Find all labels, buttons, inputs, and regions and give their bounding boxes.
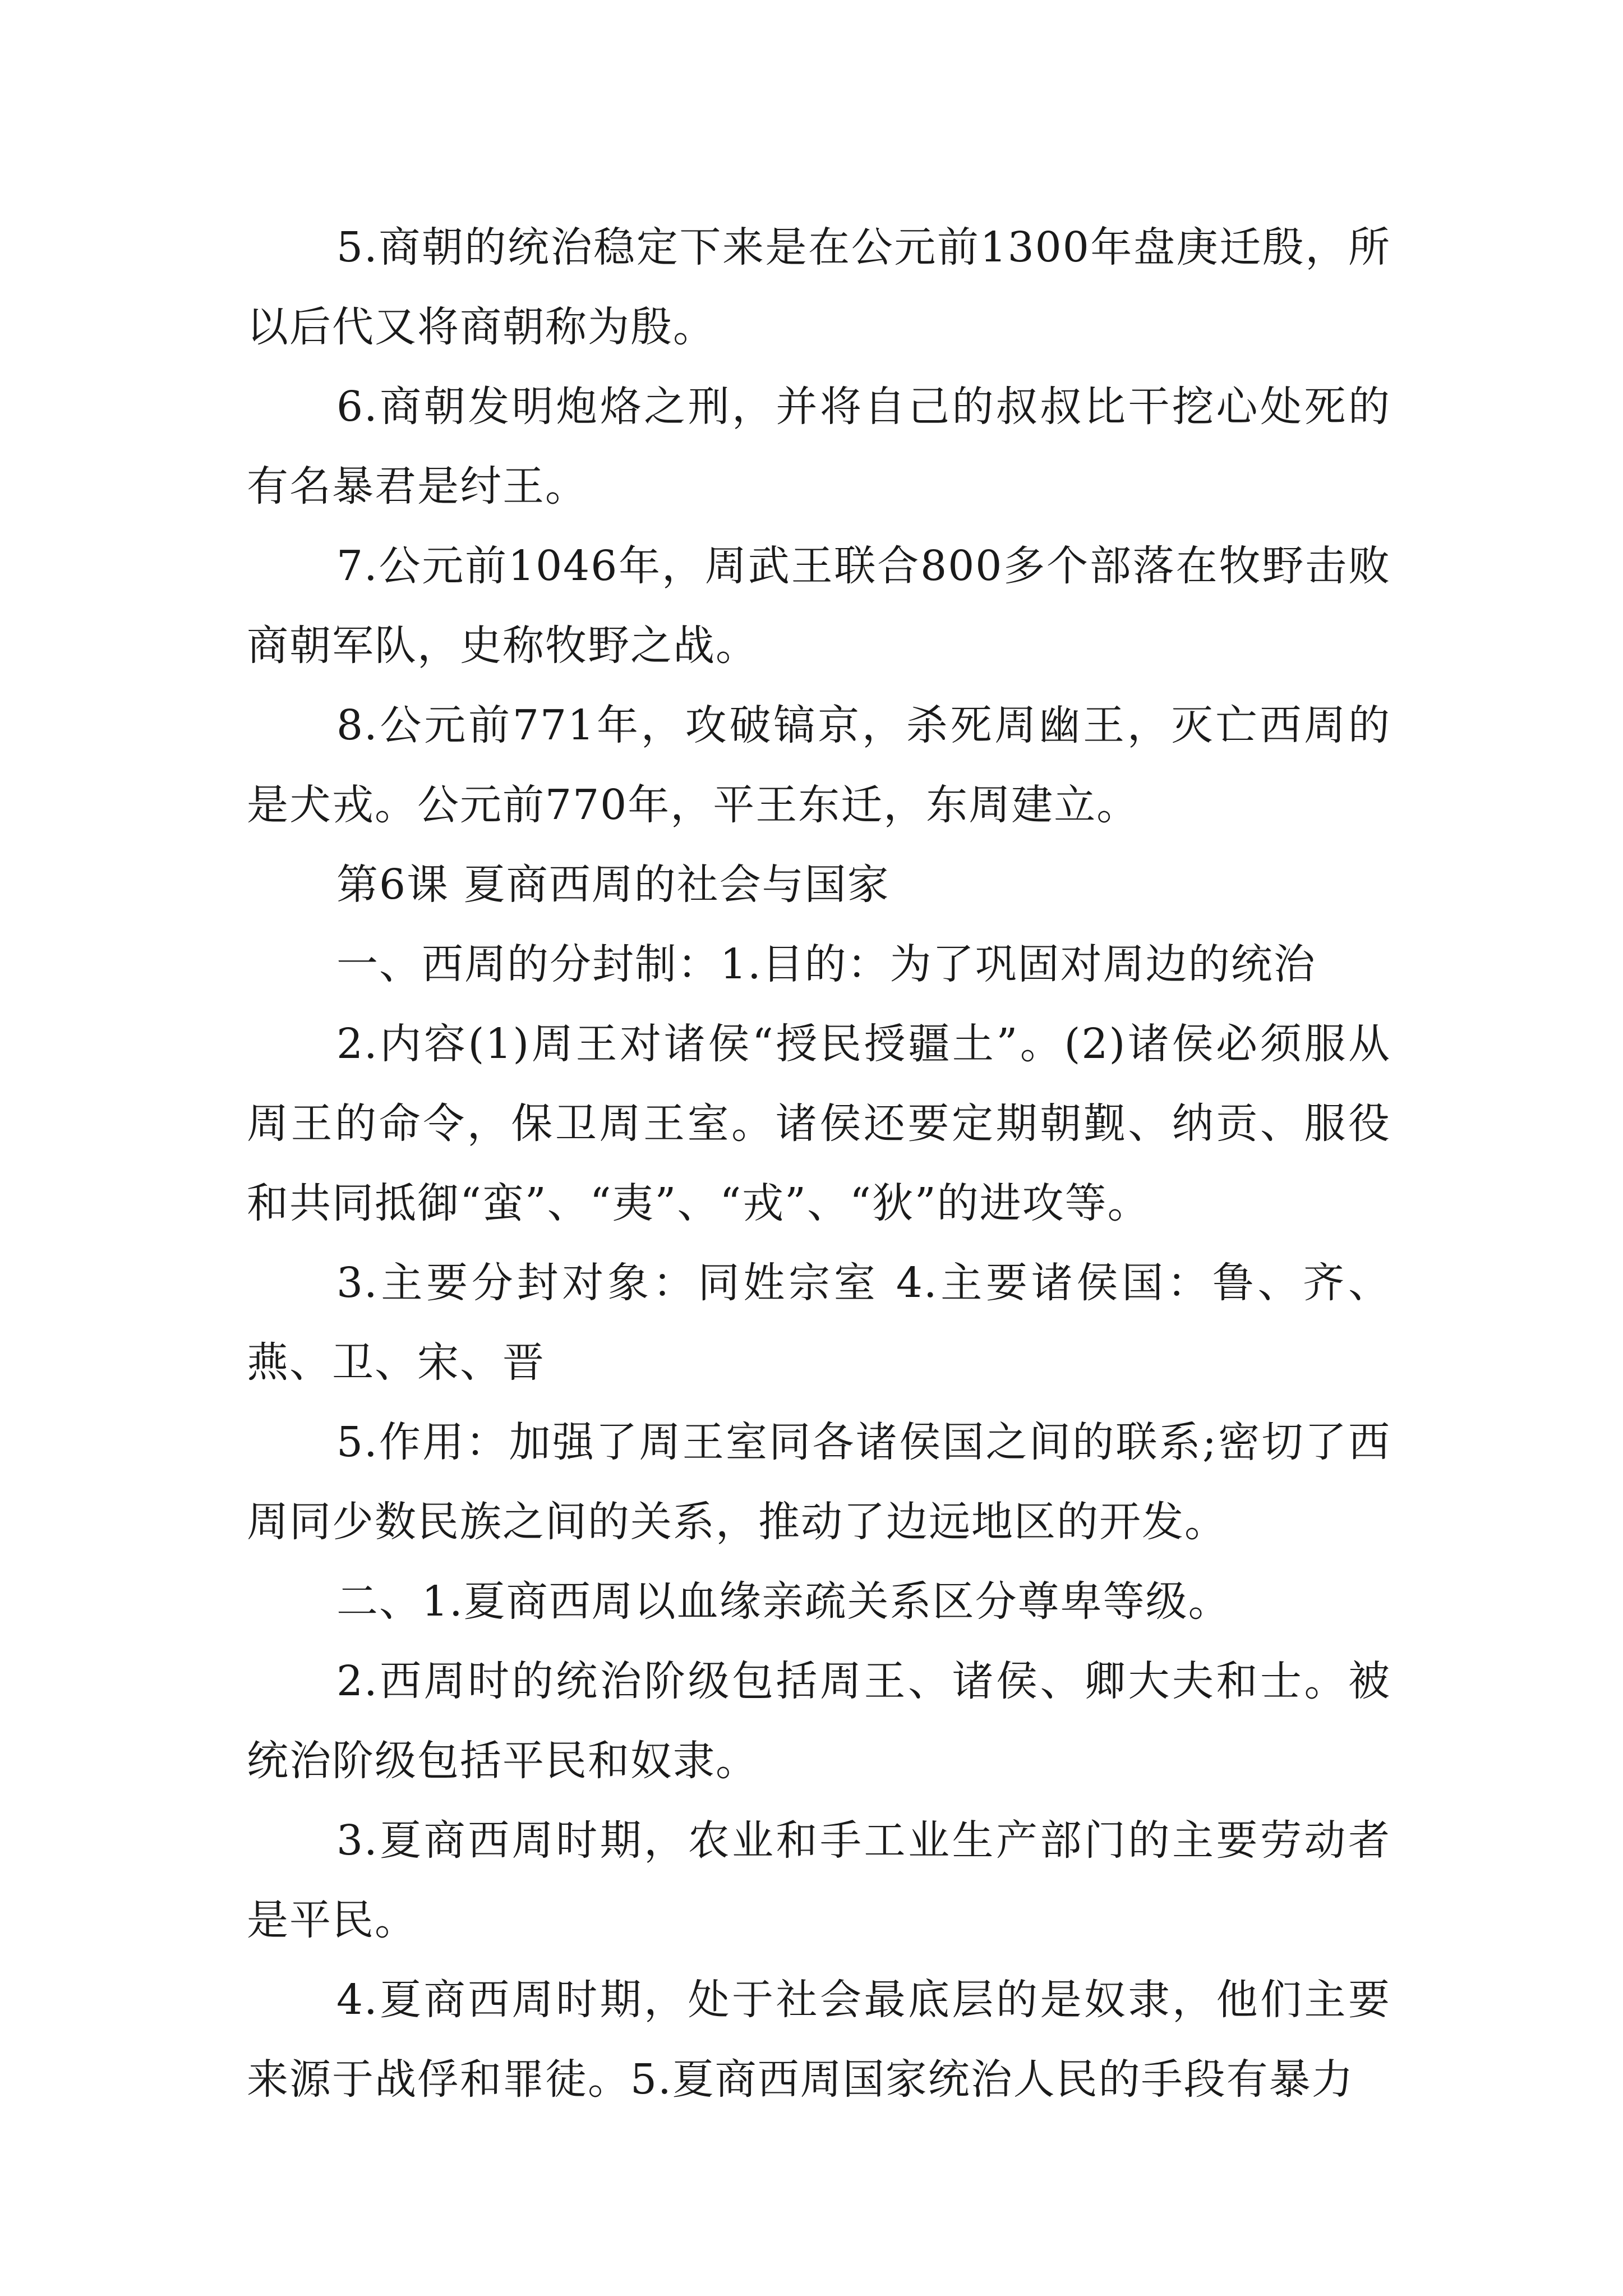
paragraph-enfeoffment-targets: 3.主要分封对象：同姓宗室 4.主要诸侯国：鲁、齐、燕、卫、宋、晋 — [247, 1259, 1391, 1387]
paragraph-slaves: 4.夏商西周时期，处于社会最底层的是奴隶，他们主要来源于战俘和罪徒。5.夏商西周国家统治人民的手段有暴力 — [247, 1976, 1391, 2104]
paragraph-enfeoffment-content: 2.内容(1)周王对诸侯“授民授疆土”。(2)诸侯必须服从周王的命令，保卫周王室。诸侯还要定期朝觐、纳贡、服役和共同抵御“蛮”、“夷”、“戎”、“狄”的进攻等。 — [247, 1020, 1391, 1227]
paragraph-blood-hierarchy: 二、1.夏商西周以血缘亲疏关系区分尊卑等级。 — [336, 1577, 1231, 1626]
paragraph-shang-capital-yin: 5.商朝的统治稳定下来是在公元前1300年盘庚迁殷，所以后代又将商朝称为殷。 — [247, 223, 1391, 351]
lesson-heading: 第6课 夏商西周的社会与国家 — [336, 861, 890, 909]
paragraph-quanrong-eastern-zhou: 8.公元前771年，攻破镐京，杀死周幽王，灭亡西周的是犬戎。公元前770年，平王东迁，东周建立。 — [247, 701, 1391, 829]
document-body — [247, 208, 1391, 2119]
paragraph-king-zhou: 6.商朝发明炮烙之刑，并将自己的叔叔比干挖心处死的有名暴君是纣王。 — [247, 383, 1391, 510]
paragraph-ruling-class: 2.西周时的统治阶级包括周王、诸侯、卿大夫和士。被统治阶级包括平民和奴隶。 — [247, 1657, 1391, 1785]
paragraph-battle-muye: 7.公元前1046年，周武王联合800多个部落在牧野击败商朝军队，史称牧野之战。 — [247, 542, 1391, 670]
paragraph-commoners-labor: 3.夏商西周时期，农业和手工业生产部门的主要劳动者是平民。 — [247, 1816, 1391, 1944]
paragraph-enfeoffment-effect: 5.作用：加强了周王室同各诸侯国之间的联系;密切了西周同少数民族之间的关系，推动了边远地区的开发。 — [247, 1418, 1391, 1546]
paragraph-enfeoffment-purpose: 一、西周的分封制：1.目的：为了巩固对周边的统治 — [336, 940, 1316, 988]
